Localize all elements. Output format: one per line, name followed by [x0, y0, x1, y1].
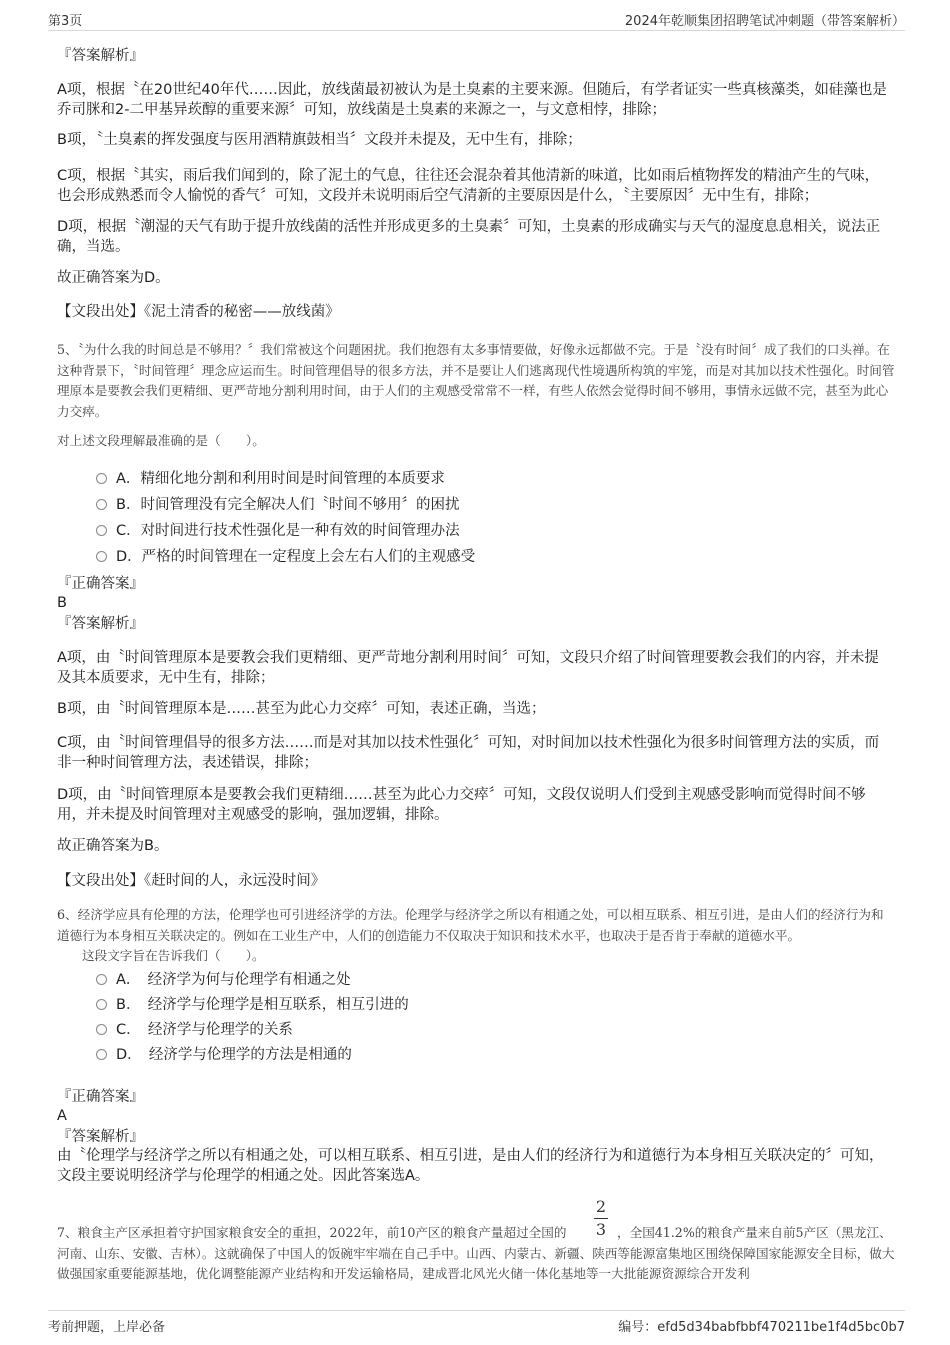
option-label: A． 经济学为何与伦理学有相通之处 — [116, 972, 351, 988]
q6-question: 这段文字旨在告诉我们（ ）。 — [82, 948, 265, 963]
radio-icon[interactable] — [96, 551, 107, 562]
q5-option-d[interactable] — [96, 547, 475, 567]
q6-option-c[interactable] — [96, 1020, 293, 1040]
radio-icon[interactable] — [96, 974, 107, 985]
q6-option-d[interactable] — [96, 1045, 352, 1065]
radio-icon[interactable] — [96, 499, 107, 510]
page-footer — [48, 1310, 905, 1333]
q5-question: 对上述文段理解最准确的是（ ）。 — [57, 433, 265, 448]
q5-analysis-a: A项，由〝时间管理原本是要教会我们更精细、更严苛地分割利用时间〞可知，文段只介绍了时间管理要教会我们的内容，并未提及其本质要求，无中生有，排除； — [57, 650, 879, 686]
fraction-numerator: 2 — [595, 1197, 607, 1216]
option-label: A．精细化地分割和利用时间是时间管理的本质要求 — [116, 471, 445, 487]
q5-source: 【文段出处】《赶时间的人，永远没时间》 — [57, 873, 326, 889]
q6-stem: 6、经济学应具有伦理的方法，伦理学也可引进经济学的方法。伦理学与经济学之所以有相通之处，可以相互联系、相互引进，是由人们的经济行为和道德行为本身相互关联决定的。例如在工业生产中，人们的创造能力不仅取决于知识和技术水平，也取决于是否肯于奉献的道德水平。 — [57, 907, 884, 943]
q5-conclusion: 故正确答案为B。 — [57, 838, 169, 854]
footer-slogan: 考前押题，上岸必备 — [48, 1320, 166, 1335]
q7-stem-part2: ，全国41.2%的粮食产量来自前5产区（黑龙江、河南、山东、安徽、吉林）。这就确保了中国人的饭碗牢牢端在自己手中。山西、内蒙古、新疆、陕西等能源富集地区围绕保障国家能源安全目标，做大做强国家重要能源基地，优化调整能源产业结构和开发运输格局，建成晋北风光火储一体化基地等一大批能源资源综合开发利 — [57, 1225, 895, 1281]
fraction-bar — [594, 1218, 608, 1219]
q6-answer-label: 『正确答案』 — [57, 1089, 144, 1105]
radio-icon[interactable] — [96, 473, 107, 484]
q5-analysis-c: C项，由〝时间管理倡导的很多方法……而是对其加以技术性强化〞可知，对时间加以技术性强化为很多时间管理方法的实质，而非一种时间管理方法，表述错误，排除； — [57, 735, 880, 771]
radio-icon[interactable] — [96, 999, 107, 1010]
q4-conclusion: 故正确答案为D。 — [57, 270, 170, 286]
q4-analysis-b: B项，〝土臭素的挥发强度与医用酒精旗鼓相当〞文段并未提及，无中生有，排除； — [57, 132, 582, 148]
option-label: B． 经济学与伦理学是相互联系，相互引进的 — [116, 997, 409, 1013]
q6-option-b[interactable] — [96, 995, 409, 1015]
option-label: C．对时间进行技术性强化是一种有效的时间管理办法 — [116, 523, 460, 539]
page-header — [48, 8, 905, 31]
q4-analysis-c: C项，根据〝其实，雨后我们闻到的，除了泥土的气息，往往还会混杂着其他清新的味道，比如雨后植物挥发的精油产生的气味，也会形成熟悉而令人愉悦的香气〞可知，文段并未说明雨后空气清新的主要原因是什么，〝主要原因〞无中生有，排除； — [57, 168, 880, 204]
q6-analysis-label: 『答案解析』 — [57, 1129, 144, 1145]
document-serial: 编号：efd5d34babfbbf470211be1f4d5bc0b7 — [618, 1320, 905, 1335]
q5-option-b[interactable] — [96, 495, 459, 515]
option-label: C． 经济学与伦理学的关系 — [116, 1022, 293, 1038]
q4-analysis-d: D项，根据〝潮湿的天气有助于提升放线菌的活性并形成更多的土臭素〞可知，土臭素的形成确实与天气的湿度息息相关，说法正确，当选。 — [57, 219, 881, 255]
option-label: D． 经济学与伦理学的方法是相通的 — [116, 1047, 352, 1063]
q5-option-a[interactable] — [96, 469, 445, 489]
q5-option-c[interactable] — [96, 521, 460, 541]
q6-analysis: 由〝伦理学与经济学之所以有相通之处，可以相互联系、相互引进，是由人们的经济行为和道德行为本身相互关联决定的〞可知，文段主要说明经济学与伦理学的相通之处。因此答案选A。 — [57, 1148, 884, 1184]
q7-stem-part1: 7、粮食主产区承担着守护国家粮食安全的重担，2022年，前10产区的粮食产量超过全国的 — [57, 1225, 567, 1240]
q5-stem: 5、〝为什么我的时间总是不够用？〞我们常被这个问题困扰。我们抱怨有太多事情要做，好像永远都做不完。于是〝没有时间〞成了我们的口头禅。在这种背景下，〝时间管理〞理念应运而生。时间管理倡导的很多方法，并不是要让人们逃离现代性境遇所构筑的牢笼，而是对其加以技术性强化。时间管理原本是要教会我们更精细、更严苛地分割利用时间，由于人们的主观感受常常不一样，有些人依然会觉得时间不够用，事情永远做不完，甚至为此心力交瘁。 — [57, 342, 895, 419]
q5-analysis-label: 『答案解析』 — [57, 616, 144, 632]
q5-answer-label: 『正确答案』 — [57, 576, 144, 592]
q4-analysis-label: 『答案解析』 — [57, 48, 144, 64]
fraction-denominator: 3 — [595, 1220, 607, 1239]
radio-icon[interactable] — [96, 525, 107, 536]
q5-answer: B — [57, 595, 67, 611]
option-label: D．严格的时间管理在一定程度上会左右人们的主观感受 — [116, 549, 476, 565]
option-label: B．时间管理没有完全解决人们〝时间不够用〞的困扰 — [116, 497, 460, 513]
radio-icon[interactable] — [96, 1024, 107, 1035]
q5-analysis-d: D项，由〝时间管理原本是要教会我们更精细……甚至为此心力交瘁〞可知，文段仅说明人们受到主观感受影响而觉得时间不够用，并未提及时间管理对主观感受的影响，强加逻辑，排除。 — [57, 787, 866, 823]
q6-answer: A — [57, 1108, 67, 1124]
q6-option-a[interactable] — [96, 970, 351, 990]
page-number: 第3页 — [48, 14, 83, 29]
q4-analysis-a: A项，根据〝在20世纪40年代……因此，放线菌最初被认为是土臭素的主要来源。但随后，有学者证实一些真核藻类，如硅藻也是乔司脒和2-二甲基异莰醇的重要来源〞可知，放线菌是土臭素的来源之一，与文意相悖，排除； — [57, 82, 887, 118]
q5-analysis-b: B项，由〝时间管理原本是……甚至为此心力交瘁〞可知，表述正确，当选； — [57, 701, 546, 717]
document-title: 2024年乾顺集团招聘笔试冲刺题（带答案解析） — [624, 14, 905, 29]
radio-icon[interactable] — [96, 1049, 107, 1060]
q4-source: 【文段出处】《泥土清香的秘密——放线菌》 — [57, 304, 340, 320]
